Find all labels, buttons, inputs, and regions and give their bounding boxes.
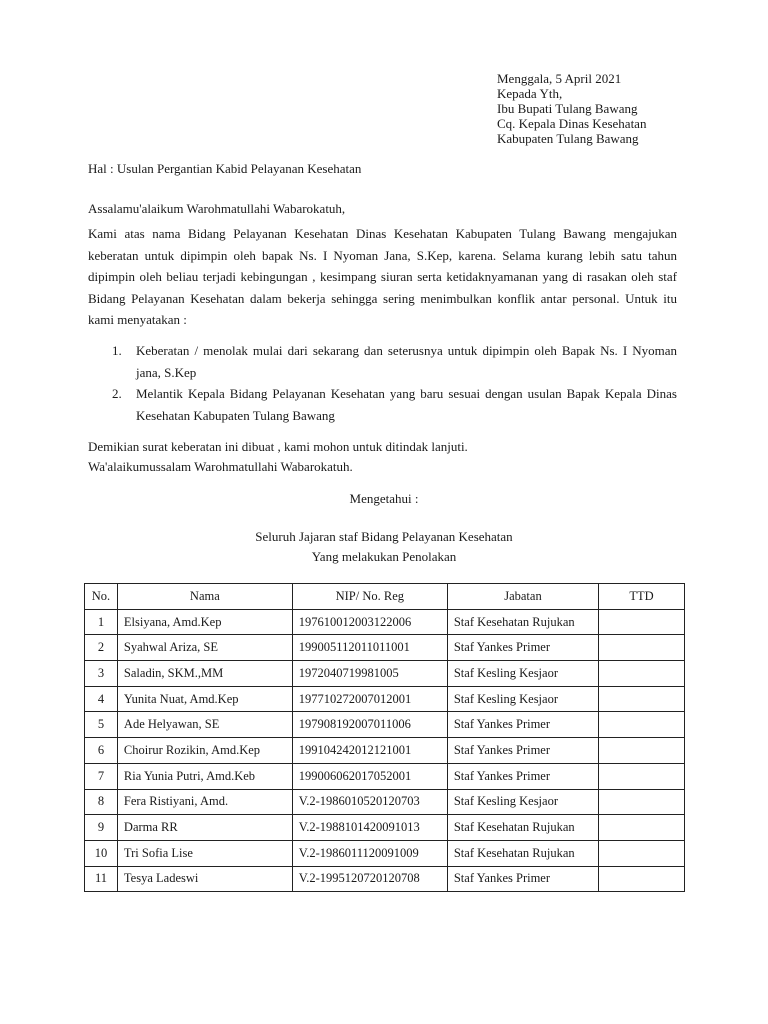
cell-ttd[interactable] <box>599 789 685 815</box>
table-row <box>85 661 685 687</box>
table-row <box>85 789 685 815</box>
cell-no: 4 <box>85 686 118 712</box>
staff-signature-table <box>84 583 685 892</box>
signatories-line-2: Yang melakukan Penolakan <box>311 549 457 564</box>
cell-jabatan: Staf Kesling Kesjaor <box>447 661 598 687</box>
cell-nama: Choirur Rozikin, Amd.Kep <box>117 738 292 764</box>
cell-nip: 197610012003122006 <box>292 609 447 635</box>
acknowledged-label: Mengetahui : <box>349 491 419 506</box>
recipient-line: Cq. Kepala Dinas Kesehatan <box>497 116 647 131</box>
cell-no: 2 <box>85 635 118 661</box>
cell-jabatan: Staf Yankes Primer <box>447 866 598 892</box>
table-header-row <box>85 584 685 610</box>
cell-ttd[interactable] <box>599 815 685 841</box>
cell-no: 9 <box>85 815 118 841</box>
cell-ttd[interactable] <box>599 635 685 661</box>
statement-item <box>112 340 677 383</box>
statement-number: 1. <box>112 343 122 358</box>
cell-nip: V.2-1995120720120708 <box>292 866 447 892</box>
cell-nip: 197710272007012001 <box>292 686 447 712</box>
cell-ttd[interactable] <box>599 661 685 687</box>
cell-jabatan: Staf Kesehatan Rujukan <box>447 840 598 866</box>
statement-list <box>112 340 677 426</box>
cell-no: 11 <box>85 866 118 892</box>
cell-jabatan: Staf Kesehatan Rujukan <box>447 815 598 841</box>
cell-nip: 197908192007011006 <box>292 712 447 738</box>
header-nama: Nama <box>117 584 292 610</box>
cell-nama: Yunita Nuat, Amd.Kep <box>117 686 292 712</box>
cell-ttd[interactable] <box>599 866 685 892</box>
recipient-line: Ibu Bupati Tulang Bawang <box>497 101 638 116</box>
table-row <box>85 635 685 661</box>
cell-nip: V.2-1988101420091013 <box>292 815 447 841</box>
cell-nama: Elsiyana, Amd.Kep <box>117 609 292 635</box>
closing-salam: Wa'alaikumussalam Warohmatullahi Wabarokatuh. <box>88 459 353 474</box>
cell-nama: Saladin, SKM.,MM <box>117 661 292 687</box>
cell-nama: Tri Sofia Lise <box>117 840 292 866</box>
header-no: No. <box>85 584 118 610</box>
cell-ttd[interactable] <box>599 840 685 866</box>
header-jabatan: Jabatan <box>447 584 598 610</box>
closing-line: Demikian surat keberatan ini dibuat , kami mohon untuk ditindak lanjuti. <box>88 439 468 454</box>
table-row <box>85 866 685 892</box>
cell-jabatan: Staf Yankes Primer <box>447 738 598 764</box>
cell-nip: 199006062017052001 <box>292 763 447 789</box>
cell-nama: Tesya Ladeswi <box>117 866 292 892</box>
table-row <box>85 763 685 789</box>
body-paragraph: Kami atas nama Bidang Pelayanan Kesehatan Dinas Kesehatan Kabupaten Tulang Bawang mengajukan keberatan untuk dipimpin oleh bapak Ns. I Nyoman Jana, S.Kep, karena. Selama kurang lebih satu tahun dipimpin oleh beliau terjadi kebingungan , kesimpang siuran serta ketidaknyamanan yang di rasakan oleh staf Bidang Pelayanan Kesehatan dalam bekerja sehingga sering menimbulkan konflik antar personal. Untuk itu kami menyatakan : <box>88 226 677 327</box>
table-row <box>85 815 685 841</box>
statement-item <box>112 383 677 426</box>
table-row <box>85 712 685 738</box>
cell-no: 7 <box>85 763 118 789</box>
cell-nip: 199005112011011001 <box>292 635 447 661</box>
cell-no: 6 <box>85 738 118 764</box>
statement-text: Melantik Kepala Bidang Pelayanan Kesehatan yang baru sesuai dengan usulan Bapak Kepala Dinas Kesehatan Kabupaten Tulang Bawang <box>136 386 677 423</box>
statement-text: Keberatan / menolak mulai dari sekarang dan seterusnya untuk dipimpin oleh Bapak Ns. I Nyoman jana, S.Kep <box>136 343 677 380</box>
cell-ttd[interactable] <box>599 712 685 738</box>
table-row <box>85 686 685 712</box>
header-nip: NIP/ No. Reg <box>292 584 447 610</box>
header-ttd: TTD <box>599 584 685 610</box>
table-row <box>85 840 685 866</box>
cell-ttd[interactable] <box>599 763 685 789</box>
cell-no: 5 <box>85 712 118 738</box>
cell-nama: Darma RR <box>117 815 292 841</box>
statement-number: 2. <box>112 386 122 401</box>
cell-jabatan: Staf Yankes Primer <box>447 635 598 661</box>
cell-jabatan: Staf Yankes Primer <box>447 763 598 789</box>
cell-no: 10 <box>85 840 118 866</box>
place-date: Menggala, 5 April 2021 <box>497 71 622 86</box>
cell-jabatan: Staf Kesehatan Rujukan <box>447 609 598 635</box>
table-row <box>85 609 685 635</box>
cell-ttd[interactable] <box>599 686 685 712</box>
cell-nama: Ade Helyawan, SE <box>117 712 292 738</box>
greeting: Assalamu'alaikum Warohmatullahi Wabarokatuh, <box>88 201 346 216</box>
cell-no: 1 <box>85 609 118 635</box>
table-row <box>85 738 685 764</box>
cell-no: 3 <box>85 661 118 687</box>
cell-nip: 1972040719981005 <box>292 661 447 687</box>
cell-no: 8 <box>85 789 118 815</box>
cell-ttd[interactable] <box>599 738 685 764</box>
address-block <box>497 71 646 146</box>
cell-nama: Fera Ristiyani, Amd. <box>117 789 292 815</box>
subject-line: Hal : Usulan Pergantian Kabid Pelayanan Kesehatan <box>88 161 362 176</box>
cell-jabatan: Staf Yankes Primer <box>447 712 598 738</box>
recipient-line: Kabupaten Tulang Bawang <box>497 131 639 146</box>
cell-nip: 199104242012121001 <box>292 738 447 764</box>
cell-ttd[interactable] <box>599 609 685 635</box>
cell-jabatan: Staf Kesling Kesjaor <box>447 686 598 712</box>
signatories-heading <box>0 527 768 567</box>
cell-nama: Syahwal Ariza, SE <box>117 635 292 661</box>
recipient-line: Kepada Yth, <box>497 86 563 101</box>
cell-nip: V.2-1986010520120703 <box>292 789 447 815</box>
cell-jabatan: Staf Kesling Kesjaor <box>447 789 598 815</box>
cell-nama: Ria Yunia Putri, Amd.Keb <box>117 763 292 789</box>
cell-nip: V.2-1986011120091009 <box>292 840 447 866</box>
signatories-line-1: Seluruh Jajaran staf Bidang Pelayanan Kesehatan <box>255 529 513 544</box>
closing-block <box>88 437 468 477</box>
